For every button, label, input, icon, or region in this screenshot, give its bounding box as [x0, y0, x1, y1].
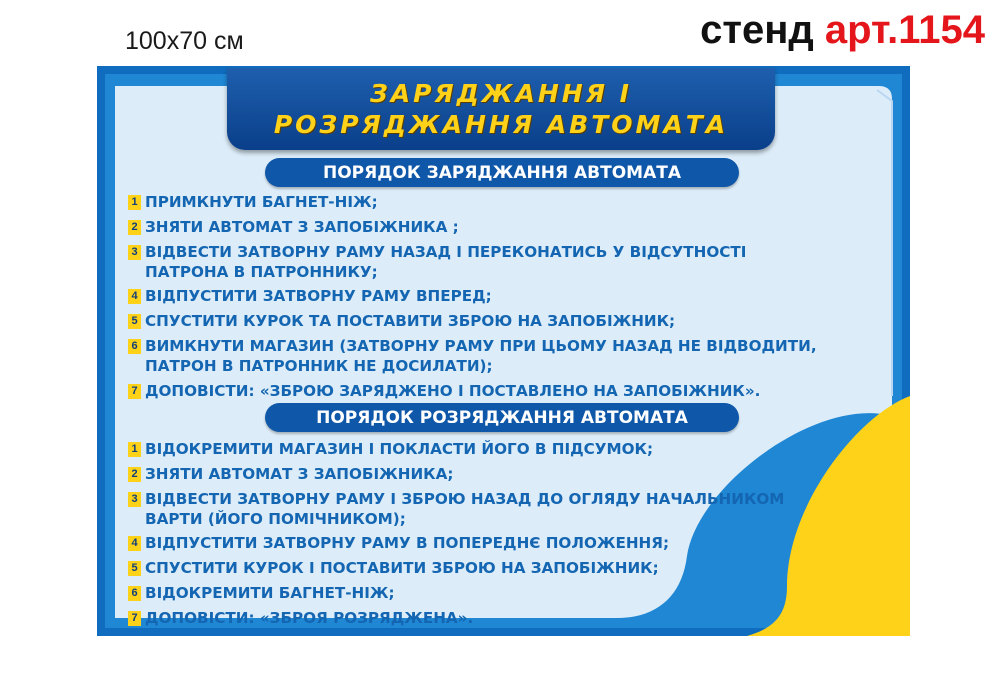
step-item — [128, 608, 784, 628]
step-text-line: ПАТРОН В ПАТРОННИК НЕ ДОСИЛАТИ); — [145, 356, 493, 375]
step-number-badge: 1 — [128, 195, 141, 210]
step-number-badge: 3 — [128, 245, 141, 260]
step-text — [145, 336, 817, 376]
step-text-line: ВІДВЕСТИ ЗАТВОРНУ РАМУ І ЗБРОЮ НАЗАД ДО ОГЛЯДУ НАЧАЛЬНИКОМ — [145, 489, 785, 508]
step-item — [128, 489, 784, 529]
step-text-line: ЗНЯТИ АВТОМАТ З ЗАПОБІЖНИКА ; — [145, 217, 459, 236]
step-text — [145, 311, 675, 331]
step-item — [128, 192, 817, 212]
step-item — [128, 439, 784, 459]
step-text — [145, 558, 659, 578]
stand-board — [97, 66, 910, 636]
step-item — [128, 583, 784, 603]
title-line-1: ЗАРЯДЖАННЯ І — [369, 79, 632, 108]
section-heading-unloading — [265, 403, 739, 432]
step-text — [145, 381, 760, 401]
step-text-line: ВАРТИ (ЙОГО ПОМІЧНИКОМ); — [145, 509, 406, 528]
step-text-line: СПУСТИТИ КУРОК І ПОСТАВИТИ ЗБРОЮ НА ЗАПОБІЖНИК; — [145, 559, 659, 578]
step-number-badge: 7 — [128, 611, 141, 626]
step-text — [145, 583, 395, 603]
step-item — [128, 533, 784, 553]
step-text — [145, 533, 669, 553]
step-item — [128, 286, 817, 306]
step-text-line: ЗНЯТИ АВТОМАТ З ЗАПОБІЖНИКА; — [145, 464, 454, 483]
step-number-badge: 6 — [128, 586, 141, 601]
step-text-line: ДОПОВІСТИ: «ЗБРОЮ ЗАРЯДЖЕНО І ПОСТАВЛЕНО НА ЗАПОБІЖНИК». — [145, 381, 761, 400]
step-text-line: ВІДОКРЕМИТИ МАГАЗИН І ПОКЛАСТИ ЙОГО В ПІДСУМОК; — [145, 440, 654, 458]
step-item — [128, 336, 817, 376]
step-item — [128, 558, 784, 578]
section-heading-text: ПОРЯДОК ЗАРЯДЖАННЯ АВТОМАТА — [323, 162, 681, 183]
step-text-line: ПРИМКНУТИ БАГНЕТ-НІЖ; — [145, 193, 378, 211]
step-text-line: СПУСТИТИ КУРОК ТА ПОСТАВИТИ ЗБРОЮ НА ЗАПОБІЖНИК; — [145, 312, 676, 331]
step-text-line: ПАТРОНА В ПАТРОННИКУ; — [145, 262, 378, 281]
step-text-line: ВІДПУСТИТИ ЗАТВОРНУ РАМУ ВПЕРЕД; — [145, 287, 492, 306]
section-heading-loading — [265, 158, 739, 187]
step-item — [128, 381, 817, 401]
step-number-badge: 3 — [128, 492, 141, 507]
loading-steps-list — [128, 192, 817, 406]
step-text — [145, 192, 378, 212]
article-label — [700, 8, 985, 53]
step-text-line: ВІДОКРЕМИТИ БАГНЕТ-НІЖ; — [145, 583, 395, 602]
step-number-badge: 4 — [128, 536, 141, 551]
step-text — [145, 489, 784, 529]
step-text — [145, 464, 453, 484]
step-text-line: ВІДПУСТИТИ ЗАТВОРНУ РАМУ В ПОПЕРЕДНЄ ПОЛОЖЕННЯ; — [145, 534, 670, 553]
step-number-badge: 2 — [128, 220, 141, 235]
step-number-badge: 7 — [128, 384, 141, 399]
step-item — [128, 217, 817, 237]
step-number-badge: 6 — [128, 339, 141, 354]
step-number-badge: 4 — [128, 289, 141, 304]
section-heading-text: ПОРЯДОК РОЗРЯДЖАННЯ АВТОМАТА — [316, 407, 688, 428]
step-item — [128, 242, 817, 282]
article-prefix: стенд — [700, 8, 814, 52]
step-number-badge: 5 — [128, 314, 141, 329]
step-item — [128, 464, 784, 484]
step-number-badge: 5 — [128, 561, 141, 576]
step-text-line: ВІДВЕСТИ ЗАТВОРНУ РАМУ НАЗАД І ПЕРЕКОНАТИСЬ У ВІДСУТНОСТІ — [145, 242, 747, 261]
unloading-steps-list — [128, 439, 784, 633]
article-number: арт.1154 — [824, 8, 985, 52]
board-title — [227, 68, 775, 150]
step-text — [145, 242, 746, 282]
step-number-badge: 2 — [128, 467, 141, 482]
size-label: 100х70 см — [125, 27, 244, 55]
step-number-badge: 1 — [128, 442, 141, 457]
step-text-line: ВИМКНУТИ МАГАЗИН (ЗАТВОРНУ РАМУ ПРИ ЦЬОМУ НАЗАД НЕ ВІДВОДИТИ, — [145, 336, 817, 355]
step-text — [145, 439, 653, 459]
step-text — [145, 608, 473, 628]
title-line-2: РОЗРЯДЖАННЯ АВТОМАТА — [273, 110, 729, 139]
step-item — [128, 311, 817, 331]
step-text-line: ДОПОВІСТИ: «ЗБРОЯ РОЗРЯДЖЕНА». — [145, 608, 474, 627]
step-text — [145, 286, 492, 306]
step-text — [145, 217, 459, 237]
